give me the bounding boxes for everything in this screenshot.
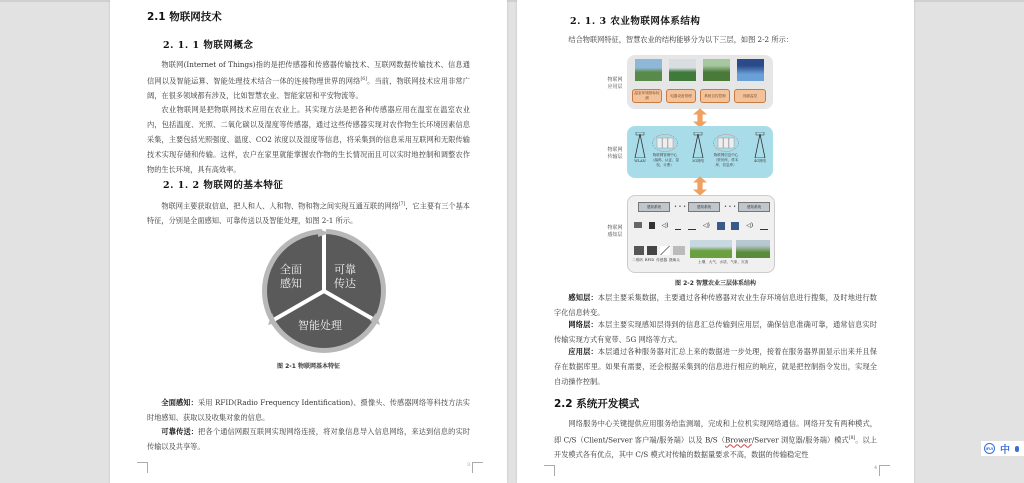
- paragraph-reliable-transmission: 可靠传送：把各个通信网跟互联网实现网络连接，将对象信息导入信息网络，来达到信息的实时传输以及共享等。: [147, 427, 470, 451]
- margin-marker-bottom-right: [879, 465, 890, 476]
- qrcode-icon: [634, 246, 644, 255]
- wireless-icon: ◁): [661, 222, 669, 229]
- paragraph-agri-iot: 农业物联网是把物联网技术应用在农业上。其实现方法是把各种传感器应用在温室在温室农业内，包括温度、光照、二氧化碳以及湿度等传感器，通过这些传感器实现对农作物生长环境因素信息采集，主要包括光照强度、温度、CO2 浓度以及湿度等信息，将采集到的信息采用互联网和无限传输技术实现存储和传输。这样，农户在家里就能掌握农作物的生长情况而且可以实时地控制和调整农作物的生长环境，具有高效率。: [147, 105, 470, 174]
- sensing-layer-panel: [627, 195, 775, 273]
- paragraph-comprehensive-perception: 全面感知：采用 RFID(Radio Frequency Identification)、摄像头、传感器网络等科技方法实时地感知、获取以及收集对象的信息。: [147, 398, 470, 422]
- paragraph-network-layer: 网络层：本层主要实现感知层得到的信息汇总传输到应用层，确保信息准确可靠，通常信息实时传输实现方式有宽带、5G 网络等方式。: [554, 320, 877, 344]
- info-center-servers-icon: 物联网信息中心（资讯库、样本库、信息库）: [711, 134, 741, 168]
- figure-caption-2-1: 图 2-1 物联网基本特征: [276, 363, 341, 370]
- figure-smart-agri-architecture: [604, 55, 834, 273]
- label-application-layer: 物联网 应用层: [607, 77, 623, 90]
- paragraph-iot-concept: 物联网(Internet of Things)指的是把传感器和传感器传输技术、互联网数据传输技术、信息通信网以及智能运算、智能处理技术结合一体的连接物理世界的网络[6]。当前，物联网技术应用非常广阔，在很多领域都有涉及，比如智慧农业、智能家居和平安物流等。: [147, 60, 470, 101]
- sensor-devices-row: [634, 222, 768, 232]
- application-layer-panel: [627, 55, 773, 109]
- greenhouse-photo-3: [703, 59, 730, 81]
- camera-icon: [673, 246, 685, 255]
- paragraph-application-layer: 应用层：本层通过各种服务器对汇总上来的数据进一步处理，接着在服务器界面显示出来并且保存在数据库里。如果有需要，还会根据采集到的信息进行相应的响应，就是把控制指令发出，实现全自动操作控制。: [554, 347, 877, 386]
- greenhouse-photo-1: [635, 59, 662, 81]
- page-number: 4: [874, 465, 878, 471]
- paragraph-dev-modes: 网络服务中心关键提供应用服务给监测端，完成和上位机实现网络通信。网络开发有两种模式，即 C/S（Client/Server 客户端/服务端）以及 B/S（Brower/Server 浏览器/服务端）模式[8]。以上开发模式各有优点，其中 C/S 模式对传输的数据量要求不高，数据的传输稳定性: [554, 419, 877, 460]
- margin-marker-bottom-left: [137, 462, 148, 473]
- cycle-diagram-icon: [260, 227, 388, 355]
- sensing-system-box: 感知系统: [638, 202, 670, 212]
- antenna-icon: [675, 222, 681, 230]
- margin-marker-bottom-right: [472, 462, 483, 473]
- double-arrow-icon: [693, 175, 707, 197]
- figure-caption-2-2: 图 2-2 智慧农业三层体系结构: [674, 280, 757, 287]
- greenhouse-photo-2: [669, 59, 696, 81]
- document-page-1[interactable]: [110, 0, 507, 483]
- 4g-tower-icon: 4G网络: [751, 132, 769, 164]
- subsection-heading-2-1-2: 2. 1. 2 物联网的基本特征: [163, 180, 284, 191]
- sensor-probe-icon: [660, 246, 670, 255]
- rfid-card-icon: [647, 246, 657, 255]
- section-heading-2-1: 2.1 物联网技术: [147, 11, 222, 23]
- paragraph-iot-features: 物联网主要获取信息，把人和人、人和物、物和物之间实现互通互联的网络[7]，它主要有三个基本特征，分别是全面感知、可靠传送以及智能处理，如图 2-1 所示。: [147, 201, 470, 226]
- app-button-device-mgmt: 电器设备管理: [666, 89, 696, 103]
- router-icon: [688, 222, 696, 230]
- app-button-auto-control: 系统自控控制: [700, 89, 730, 103]
- router-icon: [760, 222, 768, 230]
- app-button-env-monitoring: 温室环境指标检测: [632, 89, 662, 103]
- segment-intelligent-processing: 智能处理: [298, 319, 342, 332]
- greenhouse-crops-photo: [690, 240, 732, 258]
- page-number: 3: [467, 462, 471, 468]
- greenhouse-interior-photo: [736, 240, 770, 258]
- sensing-system-box: 感知系统: [738, 202, 770, 212]
- paragraph-architecture-intro: 结合物联网特征，智慧农业的结构能够分为以下三层，如图 2-2 所示：: [568, 35, 793, 44]
- gateway-icon: [717, 222, 725, 230]
- sensor-types-row: [634, 246, 685, 255]
- ifly-logo-icon[interactable]: iFLY: [984, 443, 995, 454]
- citation-ref[interactable]: [7]: [398, 202, 406, 207]
- wireless-icon: ◁): [746, 222, 754, 229]
- paragraph-sensing-layer: 感知层：本层主要采集数据，主要通过各种传感器对农业生存环境信息进行搜集，及时地进行数字化信息转变。: [554, 293, 877, 317]
- ellipsis-dots: • • •: [674, 204, 687, 210]
- gateway-icon: [731, 222, 739, 230]
- segment-reliable-transmission: 可靠 传达: [334, 263, 356, 290]
- segment-comprehensive-perception: 全面 感知: [280, 263, 302, 290]
- section-heading-2-2: 2.2 系统开发模式: [554, 398, 640, 410]
- subsection-heading-2-1-1: 2. 1. 1 物联网概念: [163, 40, 254, 51]
- ime-punctuation-icon[interactable]: [1015, 446, 1019, 452]
- wlan-tower-icon: WLAN: [631, 132, 649, 163]
- transport-layer-panel: [627, 126, 773, 178]
- sensing-system-box: 感知系统: [688, 202, 720, 212]
- ime-chinese-mode-toggle[interactable]: 中: [1000, 445, 1010, 456]
- monitor-photo: [737, 59, 764, 81]
- figure-iot-features-cycle: [260, 227, 388, 355]
- sensor-icon: [634, 222, 642, 228]
- label-transport-layer: 物联网 传输层: [607, 147, 623, 160]
- sensor-types-labels: 二维码 RFID 传感器 摄像头: [632, 258, 680, 262]
- environment-factors-label: 土壤、大气、水质、气象、灾害: [698, 260, 749, 264]
- wireless-icon: ◁): [702, 222, 710, 229]
- margin-marker-bottom-left: [544, 465, 555, 476]
- 3g-tower-icon: 3G网络: [689, 132, 707, 164]
- subsection-heading-2-1-3: 2. 1. 3 农业物联网体系结构: [570, 16, 701, 27]
- management-center-servers-icon: 物联网管理中心（编码、认证、鉴权、计费）: [651, 134, 679, 168]
- app-button-video-monitor: 视频监控: [734, 89, 766, 103]
- citation-ref[interactable]: [6]: [360, 77, 367, 82]
- rfid-reader-icon: [649, 222, 655, 229]
- citation-ref[interactable]: [8]: [848, 436, 856, 441]
- spellcheck-flagged-word[interactable]: Brower: [724, 435, 752, 445]
- ime-toolbar[interactable]: [981, 441, 1024, 456]
- ellipsis-dots: • • •: [724, 204, 737, 210]
- document-page-2[interactable]: [517, 0, 914, 483]
- label-sensing-layer: 物联网 感知层: [607, 225, 623, 238]
